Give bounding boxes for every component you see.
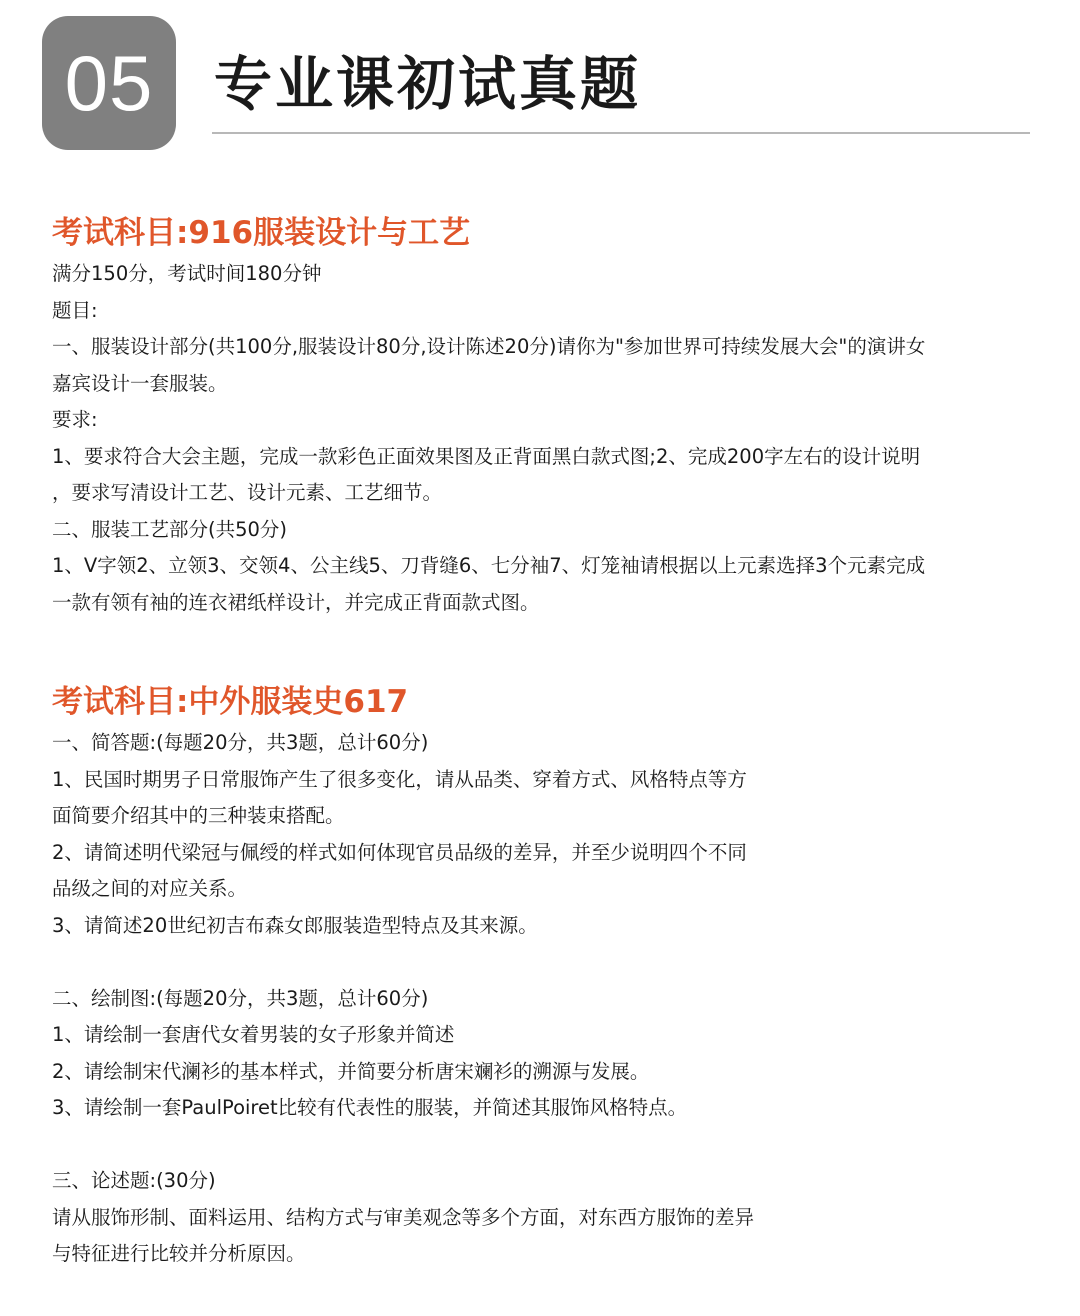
exam-section-617 bbox=[52, 679, 1042, 1273]
text-line: 二、服装工艺部分(共50分) bbox=[52, 517, 288, 541]
text-line: 品级之间的对应关系。 bbox=[52, 877, 248, 900]
text-line: 请从服饰形制、面料运用、结构方式与审美观念等多个方面，对东西方服饰的差异 bbox=[52, 1205, 755, 1229]
text-line: 一、服装设计部分(共100分,服装设计80分,设计陈述20分)请你为"参加世界可持续发展大会"的演讲女 bbox=[52, 335, 926, 358]
text-line: 满分150分，考试时间180分钟 bbox=[52, 262, 322, 285]
paragraph-gap bbox=[52, 1127, 1042, 1164]
section-title: 考试科目:中外服装史617 bbox=[52, 684, 409, 720]
text-line: 3、请绘制一套PaulPoiret比较有代表性的服装，并简述其服饰风格特点。 bbox=[52, 1096, 688, 1119]
header-divider bbox=[212, 132, 1030, 134]
text-line: 一款有领有袖的连衣裙纸样设计，并完成正背面款式图。 bbox=[52, 590, 540, 614]
section-number-badge: 05 bbox=[42, 16, 176, 150]
text-line: 题目: bbox=[52, 298, 98, 322]
text-line: 三、论述题:(30分) bbox=[52, 1169, 216, 1192]
text-line: 嘉宾设计一套服装。 bbox=[52, 371, 228, 395]
text-line: 1、请绘制一套唐代女着男装的女子形象并简述 bbox=[52, 1023, 455, 1046]
section-title: 考试科目:916服装设计与工艺 bbox=[52, 215, 471, 251]
text-line: 2、请绘制宋代澜衫的基本样式，并简要分析唐宋斓衫的溯源与发展。 bbox=[52, 1059, 650, 1083]
page-title: 专业课初试真题 bbox=[214, 50, 642, 118]
text-line: ，要求写清设计工艺、设计元素、工艺细节。 bbox=[52, 481, 443, 504]
text-line: 与特征进行比较并分析原因。 bbox=[52, 1242, 306, 1265]
text-line: 3、请简述20世纪初吉布森女郎服装造型特点及其来源。 bbox=[52, 913, 538, 937]
text-line: 二、绘制图:(每题20分，共3题，总计60分) bbox=[52, 986, 429, 1010]
text-line: 1、民国时期男子日常服饰产生了很多变化，请从品类、穿着方式、风格特点等方 bbox=[52, 767, 747, 791]
exam-section-916 bbox=[52, 210, 1042, 621]
text-line: 要求: bbox=[52, 408, 98, 431]
paragraph-gap bbox=[52, 944, 1042, 981]
text-line: 一、简答题:(每题20分，共3题，总计60分) bbox=[52, 731, 429, 754]
text-line: 面简要介绍其中的三种装束搭配。 bbox=[52, 804, 345, 827]
text-line: 1、要求符合大会主题，完成一款彩色正面效果图及正背面黑白款式图;2、完成200字左右的设计说明 bbox=[52, 444, 921, 468]
text-line: 2、请简述明代梁冠与佩绶的样式如何体现官员品级的差异，并至少说明四个不同 bbox=[52, 840, 747, 864]
text-line: 1、V字领2、立领3、交领4、公主线5、刀背缝6、七分袖7、灯笼袖请根据以上元素选择3个元素完成 bbox=[52, 554, 926, 577]
